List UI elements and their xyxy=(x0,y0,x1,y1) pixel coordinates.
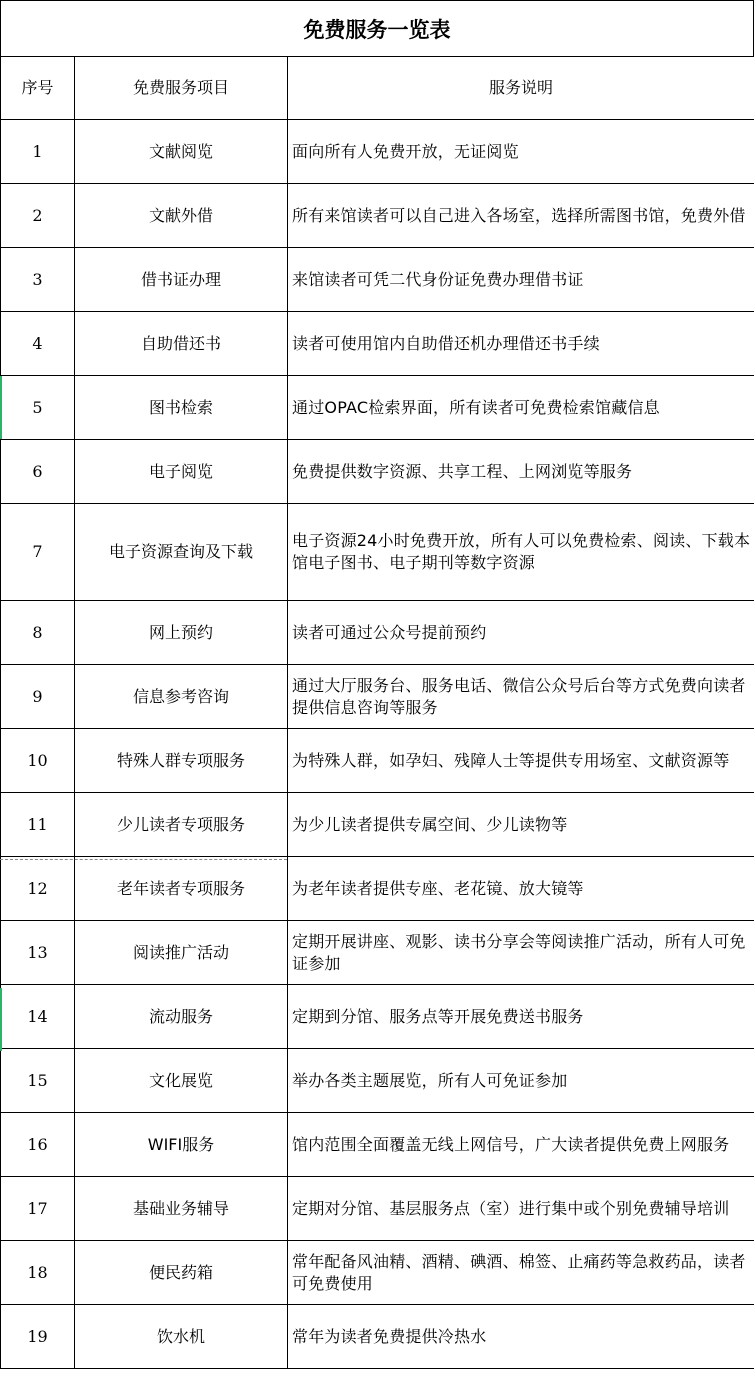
header-row xyxy=(1,57,754,120)
service-description: 常年配备风油精、酒精、碘酒、棉签、止痛药等急救药品，读者可免费使用 xyxy=(288,1241,754,1305)
table-row xyxy=(1,504,754,601)
service-description: 免费提供数字资源、共享工程、上网浏览等服务 xyxy=(288,440,754,504)
service-description: 读者可使用馆内自助借还机办理借还书手续 xyxy=(288,312,754,376)
service-description: 面向所有人免费开放，无证阅览 xyxy=(288,120,754,184)
table-row xyxy=(1,793,754,857)
service-description: 通过大厅服务台、服务电话、微信公众号后台等方式免费向读者提供信息咨询等服务 xyxy=(288,665,754,729)
service-item: 少儿读者专项服务 xyxy=(75,793,288,857)
service-item: 借书证办理 xyxy=(75,248,288,312)
row-number: 14 xyxy=(1,985,75,1049)
selection-marker xyxy=(0,988,2,1051)
service-item: 自助借还书 xyxy=(75,312,288,376)
service-item: 信息参考咨询 xyxy=(75,665,288,729)
row-number: 12 xyxy=(1,857,75,921)
row-number: 6 xyxy=(1,440,75,504)
service-item: 便民药箱 xyxy=(75,1241,288,1305)
row-number: 18 xyxy=(1,1241,75,1305)
service-description: 读者可通过公众号提前预约 xyxy=(288,601,754,665)
table-row xyxy=(1,1241,754,1305)
service-item: 特殊人群专项服务 xyxy=(75,729,288,793)
table-row xyxy=(1,184,754,248)
dashed-divider xyxy=(0,859,287,860)
service-description: 所有来馆读者可以自己进入各场室，选择所需图书馆，免费外借 xyxy=(288,184,754,248)
table-row xyxy=(1,601,754,665)
service-description: 电子资源24小时免费开放，所有人可以免费检索、阅读、下载本馆电子图书、电子期刊等数字资源 xyxy=(288,504,754,601)
table-row xyxy=(1,440,754,504)
header-item: 免费服务项目 xyxy=(75,57,288,120)
table-row xyxy=(1,665,754,729)
table-row xyxy=(1,729,754,793)
service-item: 文化展览 xyxy=(75,1049,288,1113)
service-item: 图书检索 xyxy=(75,376,288,440)
service-description: 为特殊人群，如孕妇、残障人士等提供专用场室、文献资源等 xyxy=(288,729,754,793)
header-description: 服务说明 xyxy=(288,57,754,120)
service-item: 电子资源查询及下载 xyxy=(75,504,288,601)
service-description: 为少儿读者提供专属空间、少儿读物等 xyxy=(288,793,754,857)
service-description: 定期开展讲座、观影、读书分享会等阅读推广活动，所有人可免证参加 xyxy=(288,921,754,985)
service-description: 为老年读者提供专座、老花镜、放大镜等 xyxy=(288,857,754,921)
table-row xyxy=(1,921,754,985)
service-description: 定期对分馆、基层服务点（室）进行集中或个别免费辅导培训 xyxy=(288,1177,754,1241)
row-number: 7 xyxy=(1,504,75,601)
service-description: 通过OPAC检索界面，所有读者可免费检索馆藏信息 xyxy=(288,376,754,440)
service-item: 老年读者专项服务 xyxy=(75,857,288,921)
row-number: 11 xyxy=(1,793,75,857)
row-number: 15 xyxy=(1,1049,75,1113)
row-number: 9 xyxy=(1,665,75,729)
table-row xyxy=(1,376,754,440)
service-item: WIFI服务 xyxy=(75,1113,288,1177)
row-number: 3 xyxy=(1,248,75,312)
row-number: 5 xyxy=(1,376,75,440)
service-description: 定期到分馆、服务点等开展免费送书服务 xyxy=(288,985,754,1049)
selection-marker xyxy=(0,376,2,439)
service-description: 馆内范围全面覆盖无线上网信号，广大读者提供免费上网服务 xyxy=(288,1113,754,1177)
table-row xyxy=(1,312,754,376)
table-row xyxy=(1,1049,754,1113)
service-item: 阅读推广活动 xyxy=(75,921,288,985)
service-description: 来馆读者可凭二代身份证免费办理借书证 xyxy=(288,248,754,312)
row-number: 19 xyxy=(1,1305,75,1369)
row-number: 17 xyxy=(1,1177,75,1241)
service-table xyxy=(0,56,754,1369)
service-item: 文献外借 xyxy=(75,184,288,248)
header-index: 序号 xyxy=(1,57,75,120)
table-row xyxy=(1,1305,754,1369)
row-number: 10 xyxy=(1,729,75,793)
table-row xyxy=(1,1113,754,1177)
table-row xyxy=(1,248,754,312)
service-description: 举办各类主题展览，所有人可免证参加 xyxy=(288,1049,754,1113)
service-item: 基础业务辅导 xyxy=(75,1177,288,1241)
table-row xyxy=(1,1177,754,1241)
service-item: 网上预约 xyxy=(75,601,288,665)
table-row xyxy=(1,857,754,921)
row-number: 1 xyxy=(1,120,75,184)
row-number: 4 xyxy=(1,312,75,376)
row-number: 8 xyxy=(1,601,75,665)
service-item: 流动服务 xyxy=(75,985,288,1049)
service-item: 电子阅览 xyxy=(75,440,288,504)
sheet-title: 免费服务一览表 xyxy=(0,0,754,57)
table-row xyxy=(1,985,754,1049)
service-description: 常年为读者免费提供冷热水 xyxy=(288,1305,754,1369)
service-item: 饮水机 xyxy=(75,1305,288,1369)
row-number: 13 xyxy=(1,921,75,985)
service-item: 文献阅览 xyxy=(75,120,288,184)
row-number: 2 xyxy=(1,184,75,248)
row-number: 16 xyxy=(1,1113,75,1177)
table-row xyxy=(1,120,754,184)
